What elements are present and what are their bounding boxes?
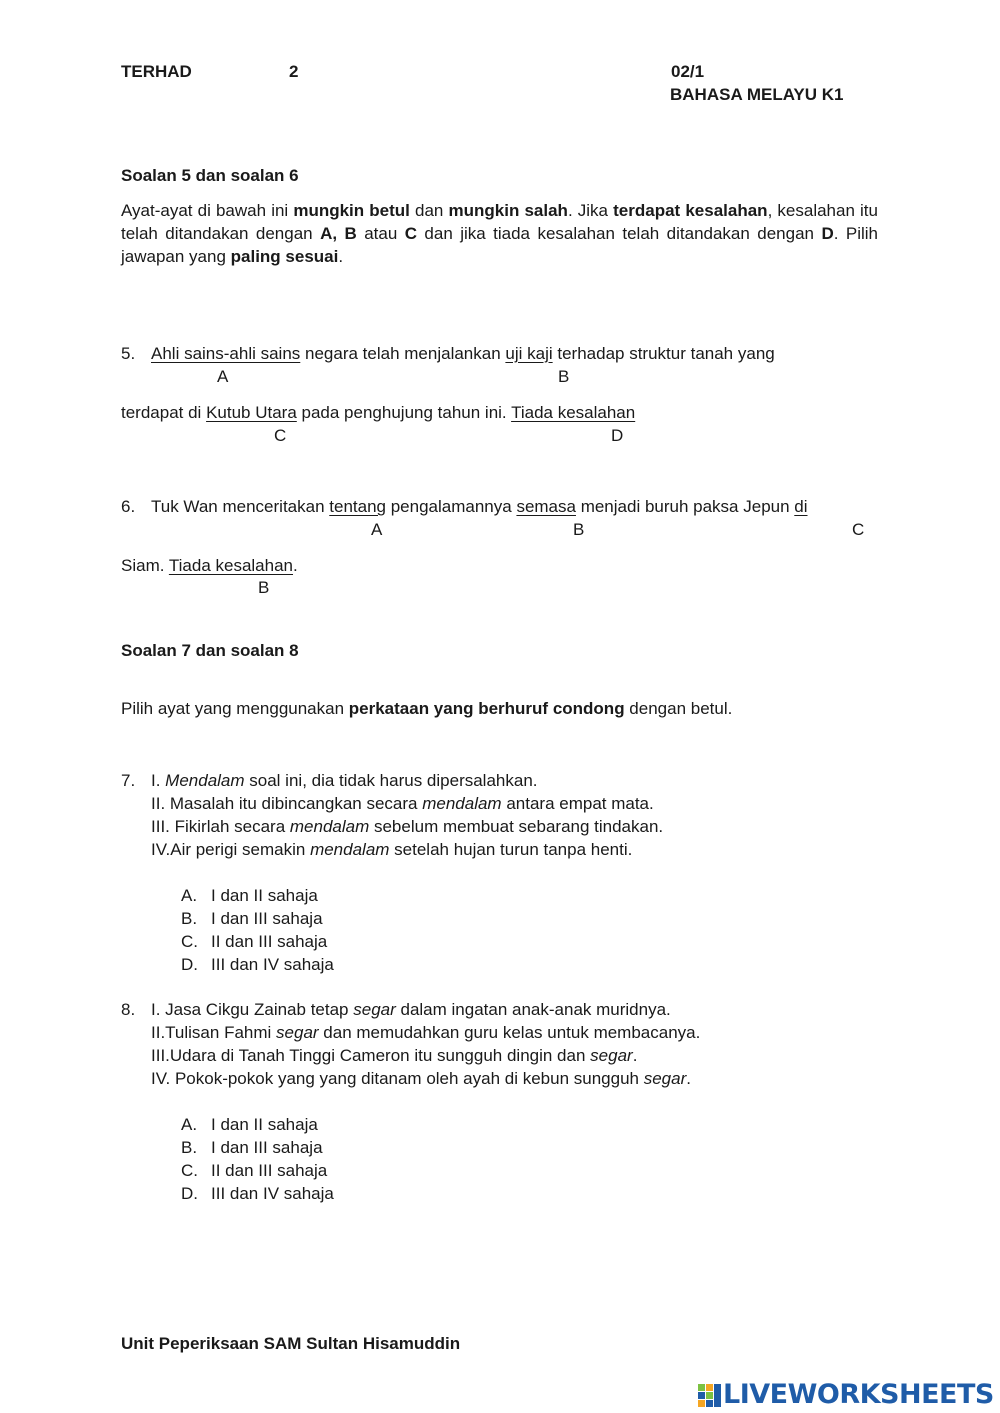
q8-statement-3: III.Udara di Tanah Tinggi Cameron itu sungguh dingin dan segar. (151, 1046, 638, 1065)
q7-option-d[interactable]: D. III dan IV sahaja (181, 955, 334, 974)
q6-line-1: Tuk Wan menceritakan tentang pengalamannya semasa menjadi buruh paksa Jepun di (151, 497, 808, 516)
q5-line-1: Ahli sains-ahli sains negara telah menjalankan uji kaji terhadap struktur tanah yang (151, 344, 775, 363)
q7-option-c[interactable]: C. II dan III sahaja (181, 932, 328, 951)
q7-statement-1: I. Mendalam soal ini, dia tidak harus dipersalahkan. (151, 771, 538, 790)
q6-label-a: A (371, 520, 383, 539)
q8-statement-4: IV. Pokok-pokok yang yang ditanam oleh ayah di kebun sungguh segar. (151, 1069, 691, 1088)
header-code: 02/1 (671, 62, 705, 81)
section-heading-7-8: Soalan 7 dan soalan 8 (121, 641, 299, 660)
q8-option-c[interactable]: C. II dan III sahaja (181, 1161, 328, 1180)
q5-label-c: C (274, 426, 287, 445)
watermark-text: LIVEWORKSHEETS (723, 1379, 994, 1410)
q8-statement-2: II.Tulisan Fahmi segar dan memudahkan guru kelas untuk membacanya. (151, 1023, 701, 1042)
header-terhad: TERHAD (121, 62, 192, 81)
q5-label-d: D (611, 426, 624, 445)
q7-statement-3: III. Fikirlah secara mendalam sebelum membuat sebarang tindakan. (151, 817, 664, 836)
q7-number: 7. (121, 771, 136, 790)
q8-option-d[interactable]: D. III dan IV sahaja (181, 1184, 334, 1203)
q7-statement-2: II. Masalah itu dibincangkan secara mendalam antara empat mata. (151, 794, 654, 813)
q8-number: 8. (121, 1000, 136, 1019)
q6-label-b-2: B (258, 578, 270, 597)
q7-option-a[interactable]: A. I dan II sahaja (181, 886, 318, 905)
instructions-7-8: Pilih ayat yang menggunakan perkataan yang berhuruf condong dengan betul. (121, 699, 733, 718)
q8-statement-1: I. Jasa Cikgu Zainab tetap segar dalam ingatan anak-anak muridnya. (151, 1000, 671, 1019)
header-page-number: 2 (289, 62, 299, 81)
instructions-5-6: Ayat-ayat di bawah ini mungkin betul dan mungkin salah. Jika terdapat kesalahan, kesalahan itu telah ditandakan dengan A, B atau C dan jika tiada kesalahan telah ditandakan dengan D. Pilih jawapan yang paling sesuai. (121, 201, 878, 266)
header-subject: BAHASA MELAYU K1 (670, 85, 844, 104)
q6-line-2: Siam. Tiada kesalahan. (121, 556, 298, 575)
liveworksheets-logo-icon (697, 1381, 723, 1409)
liveworksheets-watermark (697, 1377, 994, 1413)
q5-label-a: A (217, 367, 229, 386)
q5-number: 5. (121, 344, 136, 363)
q7-option-b[interactable]: B. I dan III sahaja (181, 909, 323, 928)
q6-number: 6. (121, 497, 136, 516)
q8-option-a[interactable]: A. I dan II sahaja (181, 1115, 318, 1134)
section-heading-5-6: Soalan 5 dan soalan 6 (121, 166, 299, 185)
q6-label-c: C (852, 520, 865, 539)
q7-statement-4: IV.Air perigi semakin mendalam setelah hujan turun tanpa henti. (151, 840, 633, 859)
q8-option-b[interactable]: B. I dan III sahaja (181, 1138, 323, 1157)
q5-label-b: B (558, 367, 570, 386)
q6-label-b: B (573, 520, 585, 539)
q5-line-2: terdapat di Kutub Utara pada penghujung tahun ini. Tiada kesalahan (121, 403, 636, 422)
footer-text: Unit Peperiksaan SAM Sultan Hisamuddin (121, 1334, 461, 1353)
